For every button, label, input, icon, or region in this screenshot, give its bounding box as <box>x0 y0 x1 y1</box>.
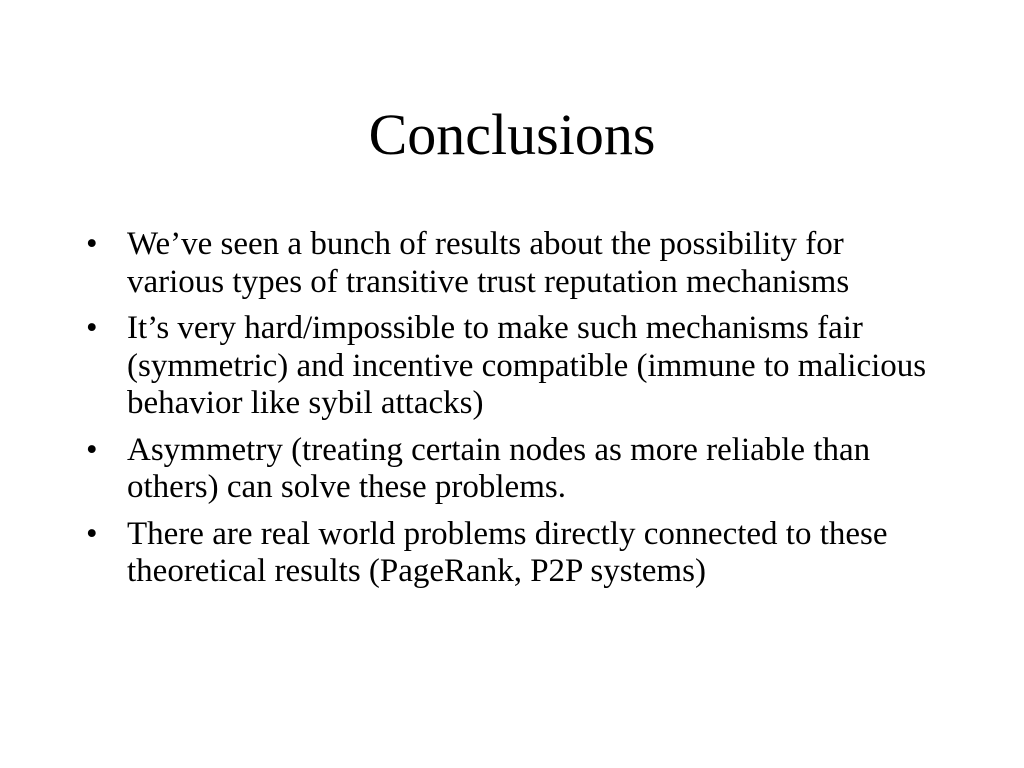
bullet-dot: • <box>86 310 98 346</box>
bullet-item <box>86 310 946 423</box>
bullet-dot: • <box>86 226 98 262</box>
bullet-item <box>86 432 946 507</box>
bullet-item <box>86 226 946 301</box>
bullet-dot: • <box>86 515 98 552</box>
bullet-list <box>86 226 946 600</box>
bullet-text: We’ve seen a bunch of results about the possibility for various types of transitive trust reputation mechanisms <box>127 226 850 300</box>
slide-title: Conclusions <box>368 102 656 167</box>
bullet-item <box>86 516 946 591</box>
bullet-text: Asymmetry (treating certain nodes as more reliable than others) can solve these problems. <box>127 431 871 505</box>
bullet-text: There are real world problems directly connected to these theoretical results (PageRank, P2P systems) <box>127 515 888 589</box>
bullet-text: It’s very hard/impossible to make such mechanisms fair (symmetric) and incentive compatible (immune to malicious behavior like sybil attacks) <box>127 310 927 421</box>
bullet-dot: • <box>86 431 98 468</box>
